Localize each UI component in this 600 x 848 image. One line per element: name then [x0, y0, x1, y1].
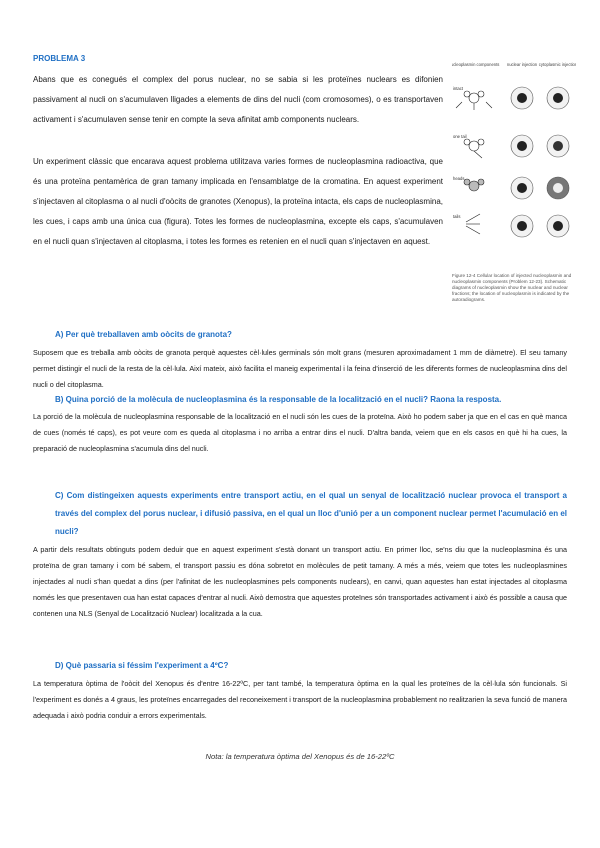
oocyte-nuclear-2 [511, 135, 533, 157]
row-label-heads: heads [453, 176, 465, 181]
question-b: B) Quina porció de la molècula de nucleoplasmina és la responsable de la localització en el nucli? Raona la resposta. [55, 395, 502, 404]
oocyte-nuclear-4 [511, 215, 533, 237]
row-label-intact: intact [453, 86, 464, 91]
heads-molecule [464, 179, 484, 191]
intro-paragraph-2: Un experiment clàssic que encarava aquest problema utilitzava varies formes de nucleoplasmina radioactiva, que és una proteïna pentamèrica de gran tamany implicada en l'ensamblatge de la cromatina. En aquest experiment s'injectaven al citoplasma o al nucli d'oòcits de granotes (Xenopus), la proteïna intacta, els caps de nucleoplasmina, les cues, i caps amb una única cua (figura). Totes les formes de nucleoplasmina, excepte els caps, s'acumulaven en el nucli quan s'injectaven al citoplasma, i totes les formes es retenien en el nucli quan s'injectaven en aquest. [33, 157, 443, 246]
answer-c: A partir dels resultats obtinguts podem deduir que en aquest experiment s'està donant un transport actiu. En primer lloc, se'ns diu que la nucleoplasmina és una proteïna de gran tamany i com bé sabem, el transport passiu es dóna sobretot en molècules de petit tamany. A més a més, veiem que totes les nucleoplasmines injectades al nucli s'han quedat a dins (per l'afinitat de les nucleoplasmines pels components nuclears), en canvi, quan aquestes han estat injectades al citoplasma només les que presentaven cua han estat capaces d'entrar al nucli. Això demostra que aquestes proteïnes són transportades activament i això és possible a causa que contenen una NLS (Senyal de Localització Nuclear) localitzada a la cua. [33, 545, 567, 618]
oocyte-nuclear-1 [511, 87, 533, 109]
oocyte-cyto-4 [547, 215, 569, 237]
question-a: A) Per què treballaven amb oòcits de granota? [55, 330, 232, 339]
tails-molecule [466, 214, 480, 234]
problem-title: PROBLEMA 3 [33, 54, 86, 63]
footnote: Nota: la temperatura òptima del Xenopus és de 16-22ºC [205, 752, 395, 761]
col-header-nuclear: nuclear injection [506, 62, 538, 67]
oocyte-cyto-2 [547, 135, 569, 157]
nucleoplasmin-figure [452, 58, 576, 308]
answer-b: La porció de la molècula de nucleoplasmina responsable de la localització en el nucli són les cues de la proteïna. Això ho podem saber ja que en el cas en què manca de cues (només té caps), es pot veure com es queda al citoplasma i no arriba a entrar dins el nucli. D'altra banda, veiem que en els casos en què hi ha cues, la preparació de nucleoplasmina s'acumula dins del nucli. [33, 412, 567, 453]
intro-paragraph-1: Abans que es conegués el complex del porus nuclear, no se sabia si les proteïnes nuclears es difonien passivament al nucli on s'acumulaven lligades a elements de dins del nucli (com cromosomes), o es transportaven activament i s'acumulaven sense tenir en compte la seva afinitat amb components nuclears. [33, 75, 443, 124]
one-tail-molecule [464, 139, 484, 158]
oocyte-nuclear-3 [511, 177, 533, 199]
oocyte-cyto-3 [547, 177, 569, 199]
oocyte-cyto-1 [547, 87, 569, 109]
question-c: C) Com distingeixen aquests experiments entre transport actiu, en el qual un senyal de localització nuclear provoca el transport a través del complex del porus nuclear, i difusió passiva, en el qual un lloc d'unió per a un component nuclear permet l'acumulació en el nucli? [55, 491, 567, 536]
row-label-one-tail: one tail [453, 134, 467, 139]
row-label-tails: tails [453, 214, 461, 219]
col-header-cytoplasmic: cytoplasmic injection [538, 62, 576, 67]
figure-diagram [452, 58, 576, 273]
question-d: D) Què passaria si féssim l'experiment a 4ºC? [55, 661, 229, 670]
intact-molecule [456, 91, 492, 110]
col-header-components: nucleoplasmin components [452, 62, 500, 67]
answer-a: Suposem que es treballa amb oòcits de granota perquè aquestes cèl·lules germinals són molt grans (mesuren aproximadament 1 mm de diàmetre). El seu tamany permet distingir el nucli de la resta de la cèl·lula. Així mateix, això facilita el maneig experimental i la feina d'inserció de les diferents formes de nucleoplasmina dins del nucli o del citoplasma. [33, 348, 567, 389]
answer-d: La temperatura òptima de l'oòcit del Xenopus és d'entre 16-22ºC, per tant també, la temperatura òptima en la qual les proteïnes de la cèl·lula són funcionals. Si l'experiment es donés a 4 graus, les proteïnes encarregades del reconeixement i transport de la nucleoplasmina probablement no realitzarien la seva funció de manera adequada i això podria conduir a errors experimentals. [33, 679, 567, 720]
figure-caption: Figure 12-4 Cellular location of injected nucleoplasmin and nucleoplasmin components (Problem 12-23). Schematic diagrams of nucleoplasmin show the nuclear and nuclear fractions; the location of nucleoplasmin is indicated by the autoradiograms. [452, 273, 572, 302]
